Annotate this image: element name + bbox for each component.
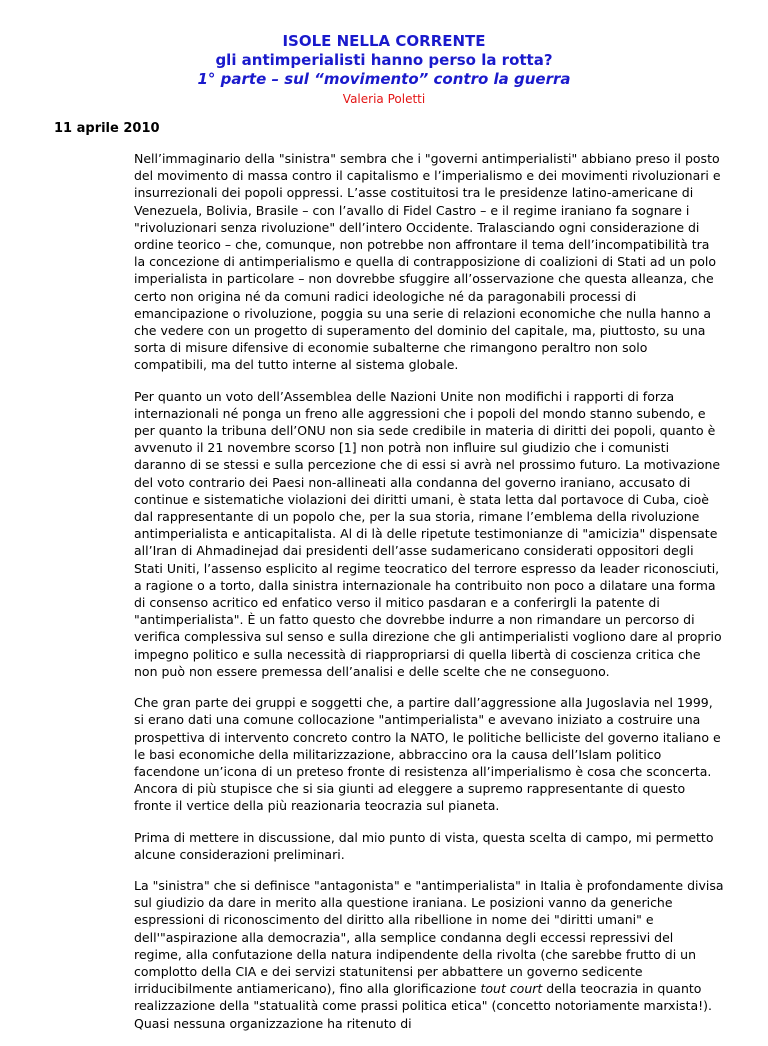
paragraph-4: Prima di mettere in discussione, dal mio punto di vista, questa scelta di campo, mi permetto alcune considerazioni preliminari. [134, 829, 714, 862]
paragraph-1: Nell’immaginario della "sinistra" sembra che i "governi antimperialisti" abbiano preso il posto del movimento di massa contro il capitalismo e l’imperialismo e dei movimenti rivoluzionari e insurrezionali dei popoli oppressi. L’asse costituitosi tra le presidenze latino-americane di Venezuela, Bolivia, Brasile – con l’avallo di Fidel Castro – e il regime iraniano fa sognare i "rivoluzionari senza rivoluzione" dell’intero Occidente. Tralasciando ogni considerazione di ordine teorico – che, comunque, non potrebbe non affrontare il tema dell’incompatibilità tra la concezione di antimperialismo e quella di contrapposizione di coalizioni di Stati ad un polo imperialista in particolare – non dovrebbe sfuggire all’osservazione che questa alleanza, che certo non origina né da comuni radici ideologiche né da paragonabili processi di emancipazione o rivoluzione, poggia su una serie di relazioni economiche che nulla hanno a che vedere con un progetto di superamento del dominio del capitale, ma, piuttosto, su una sorta di misure difensive di economie subalterne che rimangono peraltro non solo compatibili, ma del tutto interne al sistema globale. [134, 151, 721, 373]
article-date: 11 aprile 2010 [54, 121, 160, 136]
paragraph-5-italic: tout court [480, 981, 543, 997]
article-header [0, 0, 768, 107]
paragraph-3: Che gran parte dei gruppi e soggetti che, a partire dall’aggressione alla Jugoslavia nel 1999, si erano dati una comune collocazione "antimperialista" e avevano iniziato a costruire una prospettiva di intervento concreto contro la NATO, le politiche belliciste del governo italiano e le basi economiche della militarizzazione, abbraccino ora la causa dell’Islam politico facendone un’icona di un preteso fronte di resistenza all’imperialismo è cosa che sconcerta. Ancora di più stupisce che si sia giunti ad eleggere a supremo rappresentante di questo fronte il vertice della più reazionaria teocrazia sul pianeta. [134, 695, 721, 814]
article-author: Valeria Poletti [342, 92, 426, 106]
paragraph-5 [134, 877, 724, 1032]
article-subtitle: gli antimperialisti hanno perso la rotta? [215, 51, 553, 69]
paragraph-5-text-end: della teocrazia in quanto realizzazione della "statualità come prassi politica etica" (concetto notoriamente marxista!). Quasi nessuna organizzazione ha ritenuto di [134, 981, 712, 1031]
paragraph-5-text-start: La "sinistra" che si definisce "antagonista" e "antimperialista" in Italia è profondamente divisa sul giudizio da dare in merito alla questione iraniana. Le posizioni vanno da generiche espressioni di riconoscimento del diritto alla ribellione in nome dei "diritti umani" e dell'"aspirazione alla democrazia", alla semplice condanna degli eccessi repressivi del regime, alla confutazione della natura indipendente della rivolta (che sarebbe frutto di un complotto della CIA e dei servizi statunitensi per abbattere un governo sedicente irriducibilmente antiamericano), fino alla glorificazione [134, 877, 724, 997]
article-part-title: 1° parte – sul “movimento” contro la guerra [197, 70, 571, 88]
article-body [134, 150, 724, 1046]
paragraph-2: Per quanto un voto dell’Assemblea delle Nazioni Unite non modifichi i rapporti di forza internazionali né ponga un freno alle aggressioni che i popoli del mondo stanno subendo, e per quanto la tribuna dell’ONU non sia sede credibile in materia di diritti dei popoli, quanto è avvenuto il 21 novembre scorso [1] non potrà non influire sul giudizio che i comunisti daranno di se stessi e sulla percezione che di essi si avrà nel prossimo futuro. La motivazione del voto contrario dei Paesi non-allineati alla condanna del governo iraniano, accusato di continue e sistematiche violazioni dei diritti umani, è stata letta dal portavoce di Cuba, cioè dal rappresentante di un popolo che, per la sua storia, rimane l’emblema della rivoluzione antimperialista e anticapitalista. Al di là delle ripetute testimonianze di "amicizia" dispensate all’Iran di Ahmadinejad dai presidenti dell’asse sudamericano considerati oppositori degli Stati Uniti, l’assenso esplicito al regime teocratico del terrore espresso da leader riconosciuti, a ragione o a torto, dalla sinistra internazionale ha contribuito non poco a dilatare una forma di consenso acritico ed enfatico verso il mitico pasdaran e a conferirgli la patente di "antimperialista". È un fatto questo che dovrebbe indurre a non rimandare un percorso di verifica complessiva sul senso e sulla direzione che gli antimperialisti vogliono dare al proprio impegno politico e sulla necessità di riappropriarsi di quella libertà di coscienza critica che non può non essere premessa dell’analisi e delle scelte che ne conseguono. [134, 388, 722, 679]
article-title: ISOLE NELLA CORRENTE [282, 32, 486, 50]
